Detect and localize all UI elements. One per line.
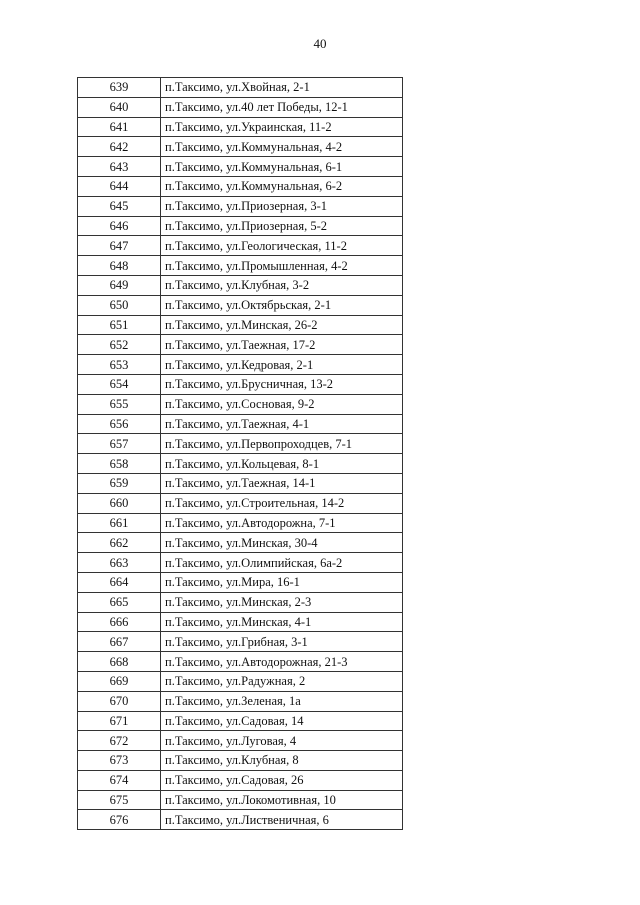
table-row xyxy=(78,553,403,573)
table-row xyxy=(78,176,403,196)
row-number-cell: 642 xyxy=(78,137,161,157)
row-number-cell: 645 xyxy=(78,196,161,216)
address-cell: п.Таксимо, ул.Коммунальная, 6-2 xyxy=(161,176,403,196)
address-cell: п.Таксимо, ул.Олимпийская, 6а-2 xyxy=(161,553,403,573)
address-cell: п.Таксимо, ул.Лиственичная, 6 xyxy=(161,810,403,830)
address-cell: п.Таксимо, ул.Таежная, 4-1 xyxy=(161,414,403,434)
address-cell: п.Таксимо, ул.Минская, 4-1 xyxy=(161,612,403,632)
table-row xyxy=(78,394,403,414)
address-cell: п.Таксимо, ул.Приозерная, 5-2 xyxy=(161,216,403,236)
row-number-cell: 671 xyxy=(78,711,161,731)
address-cell: п.Таксимо, ул.Коммунальная, 4-2 xyxy=(161,137,403,157)
address-cell: п.Таксимо, ул.Садовая, 26 xyxy=(161,770,403,790)
address-cell: п.Таксимо, ул.Луговая, 4 xyxy=(161,731,403,751)
address-cell: п.Таксимо, ул.Геологическая, 11-2 xyxy=(161,236,403,256)
table-row xyxy=(78,216,403,236)
row-number-cell: 661 xyxy=(78,513,161,533)
table-row xyxy=(78,315,403,335)
address-cell: п.Таксимо, ул.Минская, 26-2 xyxy=(161,315,403,335)
row-number-cell: 663 xyxy=(78,553,161,573)
table-row xyxy=(78,236,403,256)
table-row xyxy=(78,751,403,771)
row-number-cell: 673 xyxy=(78,751,161,771)
row-number-cell: 672 xyxy=(78,731,161,751)
table-row xyxy=(78,355,403,375)
table-row xyxy=(78,434,403,454)
address-cell: п.Таксимо, ул.Таежная, 14-1 xyxy=(161,473,403,493)
row-number-cell: 670 xyxy=(78,691,161,711)
row-number-cell: 675 xyxy=(78,790,161,810)
row-number-cell: 639 xyxy=(78,78,161,98)
row-number-cell: 646 xyxy=(78,216,161,236)
table-row xyxy=(78,632,403,652)
table-row xyxy=(78,612,403,632)
row-number-cell: 653 xyxy=(78,355,161,375)
address-cell: п.Таксимо, ул.Строительная, 14-2 xyxy=(161,493,403,513)
row-number-cell: 674 xyxy=(78,770,161,790)
row-number-cell: 659 xyxy=(78,473,161,493)
row-number-cell: 654 xyxy=(78,374,161,394)
table-row xyxy=(78,295,403,315)
address-cell: п.Таксимо, ул.40 лет Победы, 12-1 xyxy=(161,97,403,117)
table-row xyxy=(78,454,403,474)
address-cell: п.Таксимо, ул.Таежная, 17-2 xyxy=(161,335,403,355)
row-number-cell: 651 xyxy=(78,315,161,335)
row-number-cell: 656 xyxy=(78,414,161,434)
row-number-cell: 662 xyxy=(78,533,161,553)
address-cell: п.Таксимо, ул.Хвойная, 2-1 xyxy=(161,78,403,98)
table-row xyxy=(78,374,403,394)
row-number-cell: 649 xyxy=(78,275,161,295)
row-number-cell: 669 xyxy=(78,671,161,691)
table-row xyxy=(78,513,403,533)
row-number-cell: 641 xyxy=(78,117,161,137)
address-cell: п.Таксимо, ул.Грибная, 3-1 xyxy=(161,632,403,652)
address-cell: п.Таксимо, ул.Промышленная, 4-2 xyxy=(161,256,403,276)
row-number-cell: 648 xyxy=(78,256,161,276)
table-row xyxy=(78,137,403,157)
table-row xyxy=(78,196,403,216)
row-number-cell: 676 xyxy=(78,810,161,830)
table-row xyxy=(78,117,403,137)
address-cell: п.Таксимо, ул.Садовая, 14 xyxy=(161,711,403,731)
address-cell: п.Таксимо, ул.Брусничная, 13-2 xyxy=(161,374,403,394)
row-number-cell: 640 xyxy=(78,97,161,117)
table-row xyxy=(78,790,403,810)
row-number-cell: 660 xyxy=(78,493,161,513)
row-number-cell: 643 xyxy=(78,157,161,177)
row-number-cell: 647 xyxy=(78,236,161,256)
table-row xyxy=(78,671,403,691)
row-number-cell: 655 xyxy=(78,394,161,414)
row-number-cell: 658 xyxy=(78,454,161,474)
address-table-body xyxy=(78,78,403,830)
address-cell: п.Таксимо, ул.Кольцевая, 8-1 xyxy=(161,454,403,474)
address-cell: п.Таксимо, ул.Украинская, 11-2 xyxy=(161,117,403,137)
row-number-cell: 664 xyxy=(78,572,161,592)
address-cell: п.Таксимо, ул.Приозерная, 3-1 xyxy=(161,196,403,216)
table-row xyxy=(78,770,403,790)
table-row xyxy=(78,275,403,295)
address-cell: п.Таксимо, ул.Зеленая, 1а xyxy=(161,691,403,711)
table-row xyxy=(78,731,403,751)
table-row xyxy=(78,592,403,612)
address-table xyxy=(77,77,403,830)
table-row xyxy=(78,652,403,672)
table-row xyxy=(78,572,403,592)
table-row xyxy=(78,335,403,355)
row-number-cell: 657 xyxy=(78,434,161,454)
table-row xyxy=(78,691,403,711)
row-number-cell: 652 xyxy=(78,335,161,355)
row-number-cell: 644 xyxy=(78,176,161,196)
table-row xyxy=(78,97,403,117)
row-number-cell: 668 xyxy=(78,652,161,672)
address-cell: п.Таксимо, ул.Октябрьская, 2-1 xyxy=(161,295,403,315)
table-row xyxy=(78,256,403,276)
table-row xyxy=(78,493,403,513)
address-cell: п.Таксимо, ул.Автодорожная, 21-3 xyxy=(161,652,403,672)
address-cell: п.Таксимо, ул.Первопроходцев, 7-1 xyxy=(161,434,403,454)
address-cell: п.Таксимо, ул.Мира, 16-1 xyxy=(161,572,403,592)
address-cell: п.Таксимо, ул.Автодорожна, 7-1 xyxy=(161,513,403,533)
address-cell: п.Таксимо, ул.Кедровая, 2-1 xyxy=(161,355,403,375)
table-row xyxy=(78,157,403,177)
address-cell: п.Таксимо, ул.Радужная, 2 xyxy=(161,671,403,691)
address-cell: п.Таксимо, ул.Минская, 30-4 xyxy=(161,533,403,553)
table-row xyxy=(78,414,403,434)
table-row xyxy=(78,473,403,493)
row-number-cell: 650 xyxy=(78,295,161,315)
address-cell: п.Таксимо, ул.Локомотивная, 10 xyxy=(161,790,403,810)
page-number: 40 xyxy=(313,36,327,51)
table-row xyxy=(78,533,403,553)
table-row xyxy=(78,810,403,830)
address-cell: п.Таксимо, ул.Коммунальная, 6-1 xyxy=(161,157,403,177)
address-cell: п.Таксимо, ул.Клубная, 8 xyxy=(161,751,403,771)
address-cell: п.Таксимо, ул.Сосновая, 9-2 xyxy=(161,394,403,414)
row-number-cell: 667 xyxy=(78,632,161,652)
address-cell: п.Таксимо, ул.Клубная, 3-2 xyxy=(161,275,403,295)
address-cell: п.Таксимо, ул.Минская, 2-3 xyxy=(161,592,403,612)
table-row xyxy=(78,78,403,98)
table-row xyxy=(78,711,403,731)
row-number-cell: 666 xyxy=(78,612,161,632)
row-number-cell: 665 xyxy=(78,592,161,612)
